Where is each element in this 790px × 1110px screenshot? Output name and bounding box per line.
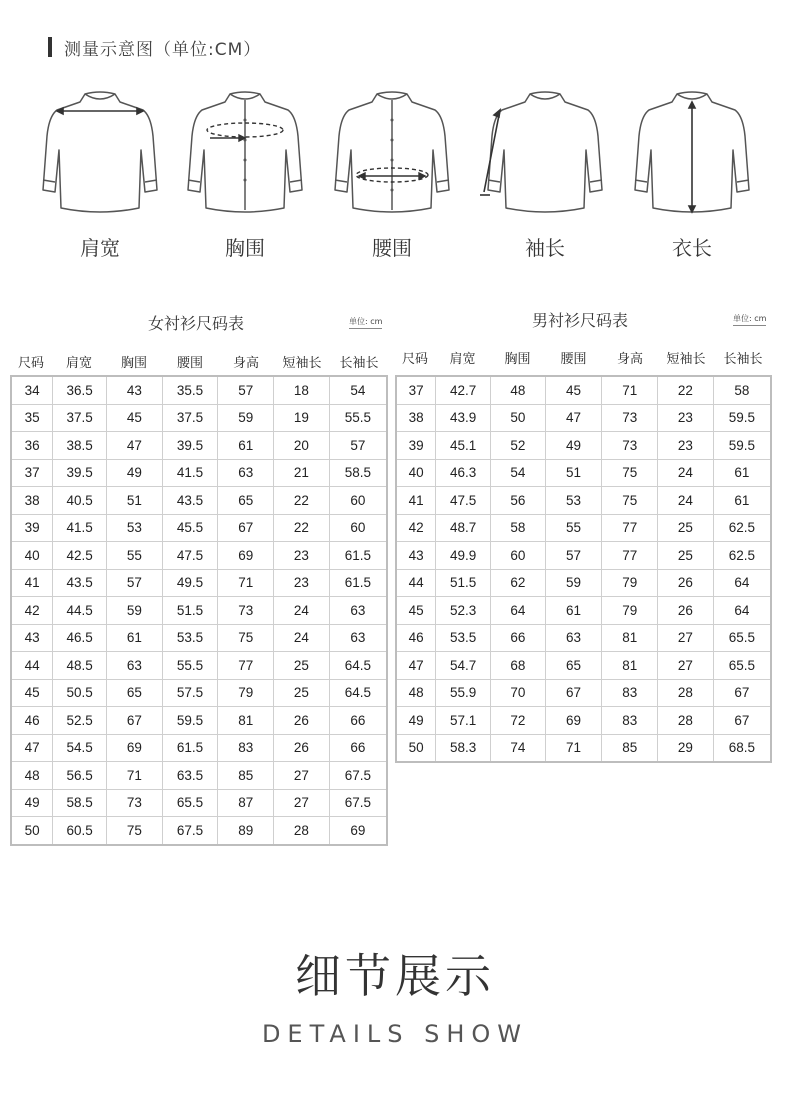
table-cell: 59.5 xyxy=(162,707,218,735)
table-cell: 63 xyxy=(218,459,274,487)
table-cell: 79 xyxy=(602,597,658,625)
table-cell: 51.5 xyxy=(436,569,491,597)
label-shoulder: 肩宽 xyxy=(80,236,120,260)
table-cell: 46.3 xyxy=(436,459,491,487)
table-cell: 57 xyxy=(107,569,163,597)
table-cell: 36 xyxy=(11,432,53,460)
table-cell: 19 xyxy=(274,404,330,432)
table-row xyxy=(11,376,387,404)
table-cell: 55.5 xyxy=(162,652,218,680)
table-cell: 54.7 xyxy=(436,652,491,680)
table-cell: 58.5 xyxy=(329,459,387,487)
table-cell: 73 xyxy=(218,597,274,625)
table-cell: 18 xyxy=(274,376,330,404)
measurement-length xyxy=(617,80,767,270)
table-cell: 42.7 xyxy=(436,376,491,404)
table-cell: 67 xyxy=(218,514,274,542)
table-cell: 24 xyxy=(274,597,330,625)
table-cell: 69 xyxy=(218,542,274,570)
table-cell: 59 xyxy=(545,569,602,597)
column-header: 短袖长 xyxy=(282,356,322,371)
table-row xyxy=(396,652,771,680)
table-cell: 65.5 xyxy=(713,624,771,652)
table-cell: 50.5 xyxy=(53,679,107,707)
table-cell: 75 xyxy=(218,624,274,652)
table-cell: 23 xyxy=(658,404,714,432)
table-cell: 65.5 xyxy=(713,652,771,680)
table-cell: 54.5 xyxy=(53,734,107,762)
shirt-sleeve-icon xyxy=(480,80,610,220)
table-cell: 62.5 xyxy=(713,542,771,570)
table-row xyxy=(396,487,771,515)
table-cell: 43.9 xyxy=(436,404,491,432)
table-cell: 75 xyxy=(602,487,658,515)
table-cell: 64.5 xyxy=(329,679,387,707)
table-cell: 67 xyxy=(713,707,771,735)
table-cell: 61.5 xyxy=(329,569,387,597)
table-cell: 48 xyxy=(396,679,436,707)
table-cell: 81 xyxy=(602,652,658,680)
table-cell: 41.5 xyxy=(53,514,107,542)
details-title-en: DETAILS SHOW xyxy=(261,1020,529,1048)
table-cell: 37 xyxy=(396,376,436,404)
table-cell: 58 xyxy=(491,514,546,542)
table-cell: 28 xyxy=(658,679,714,707)
table-cell: 49.9 xyxy=(436,542,491,570)
table-cell: 67 xyxy=(107,707,163,735)
table-cell: 89 xyxy=(218,817,274,845)
table-cell: 38 xyxy=(396,404,436,432)
table-cell: 59.5 xyxy=(713,404,771,432)
table-cell: 59 xyxy=(218,404,274,432)
table-cell: 55.5 xyxy=(329,404,387,432)
table-cell: 42 xyxy=(11,597,53,625)
table-cell: 25 xyxy=(658,542,714,570)
table-row xyxy=(396,707,771,735)
table-row xyxy=(11,624,387,652)
table-cell: 73 xyxy=(602,432,658,460)
table-cell: 39 xyxy=(11,514,53,542)
table-cell: 29 xyxy=(658,734,714,762)
women-size-table xyxy=(10,375,388,846)
table-cell: 69 xyxy=(107,734,163,762)
table-cell: 37.5 xyxy=(162,404,218,432)
table-cell: 40 xyxy=(396,459,436,487)
table-cell: 61 xyxy=(218,432,274,460)
table-cell: 45 xyxy=(107,404,163,432)
section-title: 测量示意图（单位:CM） xyxy=(64,39,262,60)
table-cell: 68.5 xyxy=(713,734,771,762)
men-column-headers xyxy=(395,348,772,367)
table-cell: 41 xyxy=(396,487,436,515)
table-row xyxy=(11,459,387,487)
table-cell: 73 xyxy=(107,789,163,817)
column-header: 身高 xyxy=(616,352,643,367)
table-cell: 65 xyxy=(545,652,602,680)
table-cell: 66 xyxy=(329,734,387,762)
table-cell: 58.3 xyxy=(436,734,491,762)
table-cell: 24 xyxy=(658,487,714,515)
details-title-cn: 细节展示 xyxy=(295,949,495,1003)
table-cell: 48 xyxy=(491,376,546,404)
table-cell: 66 xyxy=(329,707,387,735)
men-table-body xyxy=(396,376,771,762)
table-cell: 56 xyxy=(491,487,546,515)
table-cell: 68 xyxy=(491,652,546,680)
men-table-title: 男衬衫尺码表 xyxy=(532,311,629,330)
table-cell: 55 xyxy=(107,542,163,570)
table-cell: 25 xyxy=(274,652,330,680)
table-row xyxy=(11,404,387,432)
table-cell: 44 xyxy=(396,569,436,597)
table-cell: 46 xyxy=(396,624,436,652)
label-length: 衣长 xyxy=(672,236,712,260)
table-cell: 49 xyxy=(11,789,53,817)
table-cell: 44 xyxy=(11,652,53,680)
table-cell: 47 xyxy=(107,432,163,460)
table-cell: 63 xyxy=(545,624,602,652)
table-row xyxy=(396,597,771,625)
table-cell: 83 xyxy=(602,707,658,735)
table-cell: 50 xyxy=(396,734,436,762)
table-cell: 51 xyxy=(545,459,602,487)
table-cell: 43 xyxy=(396,542,436,570)
table-row xyxy=(11,707,387,735)
women-column-headers xyxy=(10,352,388,371)
table-cell: 23 xyxy=(658,432,714,460)
table-cell: 61.5 xyxy=(329,542,387,570)
table-cell: 61 xyxy=(107,624,163,652)
table-cell: 71 xyxy=(107,762,163,790)
table-row xyxy=(11,514,387,542)
table-row xyxy=(11,734,387,762)
table-cell: 59 xyxy=(107,597,163,625)
measurement-shoulder xyxy=(25,80,175,270)
table-cell: 71 xyxy=(545,734,602,762)
table-cell: 60 xyxy=(491,542,546,570)
table-cell: 45 xyxy=(11,679,53,707)
table-cell: 53.5 xyxy=(436,624,491,652)
table-cell: 67 xyxy=(713,679,771,707)
table-cell: 45 xyxy=(396,597,436,625)
table-row xyxy=(396,514,771,542)
table-cell: 35 xyxy=(11,404,53,432)
table-cell: 53 xyxy=(545,487,602,515)
table-cell: 44.5 xyxy=(53,597,107,625)
table-cell: 39.5 xyxy=(53,459,107,487)
shirt-chest-icon xyxy=(180,80,310,220)
table-cell: 51 xyxy=(107,487,163,515)
table-cell: 61 xyxy=(713,459,771,487)
table-cell: 79 xyxy=(602,569,658,597)
measurement-sleeve xyxy=(470,80,620,270)
table-cell: 67 xyxy=(545,679,602,707)
table-cell: 64 xyxy=(713,597,771,625)
table-cell: 57 xyxy=(329,432,387,460)
table-cell: 62.5 xyxy=(713,514,771,542)
table-cell: 66 xyxy=(491,624,546,652)
table-cell: 48.7 xyxy=(436,514,491,542)
table-cell: 25 xyxy=(658,514,714,542)
table-cell: 28 xyxy=(658,707,714,735)
table-cell: 65.5 xyxy=(162,789,218,817)
table-cell: 49.5 xyxy=(162,569,218,597)
table-cell: 64.5 xyxy=(329,652,387,680)
table-cell: 53 xyxy=(107,514,163,542)
header-accent-bar xyxy=(48,37,52,57)
table-cell: 45 xyxy=(545,376,602,404)
column-header: 尺码 xyxy=(17,356,44,371)
table-cell: 40 xyxy=(11,542,53,570)
table-cell: 27 xyxy=(658,652,714,680)
table-cell: 49 xyxy=(107,459,163,487)
table-cell: 43.5 xyxy=(162,487,218,515)
table-row xyxy=(396,376,771,404)
table-cell: 53.5 xyxy=(162,624,218,652)
table-cell: 47 xyxy=(396,652,436,680)
table-cell: 60 xyxy=(329,514,387,542)
table-cell: 71 xyxy=(602,376,658,404)
table-cell: 48.5 xyxy=(53,652,107,680)
column-header: 肩宽 xyxy=(449,352,476,367)
table-cell: 67.5 xyxy=(329,789,387,817)
table-cell: 41.5 xyxy=(162,459,218,487)
women-table-title: 女衬衫尺码表 xyxy=(148,314,245,333)
table-cell: 23 xyxy=(274,542,330,570)
shirt-shoulder-icon xyxy=(35,80,165,220)
column-header: 长袖长 xyxy=(723,352,763,367)
table-cell: 46.5 xyxy=(53,624,107,652)
table-cell: 60 xyxy=(329,487,387,515)
table-cell: 54 xyxy=(491,459,546,487)
men-unit-label: 单位: cm xyxy=(733,313,766,326)
table-cell: 58.5 xyxy=(53,789,107,817)
table-cell: 38 xyxy=(11,487,53,515)
table-row xyxy=(396,432,771,460)
table-cell: 49 xyxy=(396,707,436,735)
table-cell: 59.5 xyxy=(713,432,771,460)
table-cell: 57.5 xyxy=(162,679,218,707)
table-cell: 37.5 xyxy=(53,404,107,432)
table-cell: 75 xyxy=(107,817,163,845)
table-cell: 65 xyxy=(107,679,163,707)
table-cell: 26 xyxy=(274,734,330,762)
table-cell: 26 xyxy=(274,707,330,735)
table-cell: 63 xyxy=(329,597,387,625)
table-cell: 50 xyxy=(11,817,53,845)
table-row xyxy=(396,542,771,570)
table-row xyxy=(11,569,387,597)
table-cell: 40.5 xyxy=(53,487,107,515)
table-row xyxy=(396,404,771,432)
table-cell: 47.5 xyxy=(436,487,491,515)
table-cell: 73 xyxy=(602,404,658,432)
table-cell: 25 xyxy=(274,679,330,707)
table-cell: 45.1 xyxy=(436,432,491,460)
table-cell: 77 xyxy=(602,514,658,542)
table-cell: 69 xyxy=(545,707,602,735)
men-size-table xyxy=(395,375,772,763)
measurement-chest xyxy=(170,80,320,270)
table-cell: 58 xyxy=(713,376,771,404)
table-cell: 67.5 xyxy=(329,762,387,790)
table-cell: 71 xyxy=(218,569,274,597)
table-cell: 70 xyxy=(491,679,546,707)
table-cell: 38.5 xyxy=(53,432,107,460)
table-row xyxy=(396,734,771,762)
table-cell: 77 xyxy=(218,652,274,680)
section-header xyxy=(48,36,261,58)
table-cell: 60.5 xyxy=(53,817,107,845)
table-cell: 63.5 xyxy=(162,762,218,790)
table-row xyxy=(11,817,387,845)
column-header: 身高 xyxy=(232,356,259,371)
table-cell: 43 xyxy=(107,376,163,404)
women-table-body xyxy=(11,376,387,845)
table-cell: 61 xyxy=(545,597,602,625)
table-row xyxy=(396,624,771,652)
shirt-waist-icon xyxy=(327,80,457,220)
table-row xyxy=(11,762,387,790)
table-cell: 28 xyxy=(274,817,330,845)
table-cell: 56.5 xyxy=(53,762,107,790)
table-cell: 81 xyxy=(602,624,658,652)
table-cell: 75 xyxy=(602,459,658,487)
label-chest: 胸围 xyxy=(225,236,265,260)
table-cell: 54 xyxy=(329,376,387,404)
table-row xyxy=(11,542,387,570)
table-cell: 27 xyxy=(658,624,714,652)
table-cell: 55.9 xyxy=(436,679,491,707)
table-cell: 22 xyxy=(658,376,714,404)
table-cell: 26 xyxy=(658,569,714,597)
table-row xyxy=(396,569,771,597)
table-cell: 83 xyxy=(218,734,274,762)
table-cell: 35.5 xyxy=(162,376,218,404)
table-cell: 52.5 xyxy=(53,707,107,735)
table-cell: 36.5 xyxy=(53,376,107,404)
table-cell: 63 xyxy=(107,652,163,680)
table-cell: 72 xyxy=(491,707,546,735)
column-header: 腰围 xyxy=(176,356,203,371)
column-header: 腰围 xyxy=(560,352,587,367)
table-cell: 47 xyxy=(545,404,602,432)
table-cell: 57 xyxy=(218,376,274,404)
table-cell: 57.1 xyxy=(436,707,491,735)
table-cell: 39.5 xyxy=(162,432,218,460)
table-cell: 67.5 xyxy=(162,817,218,845)
table-row xyxy=(11,679,387,707)
table-cell: 45.5 xyxy=(162,514,218,542)
table-cell: 42.5 xyxy=(53,542,107,570)
table-cell: 39 xyxy=(396,432,436,460)
column-header: 胸围 xyxy=(504,352,531,367)
table-cell: 61 xyxy=(713,487,771,515)
table-cell: 64 xyxy=(491,597,546,625)
table-cell: 63 xyxy=(329,624,387,652)
column-header: 肩宽 xyxy=(65,356,92,371)
table-row xyxy=(396,459,771,487)
table-row xyxy=(11,652,387,680)
table-cell: 52.3 xyxy=(436,597,491,625)
table-cell: 43 xyxy=(11,624,53,652)
column-header: 尺码 xyxy=(401,352,428,367)
table-row xyxy=(11,432,387,460)
table-cell: 57 xyxy=(545,542,602,570)
table-cell: 55 xyxy=(545,514,602,542)
table-cell: 50 xyxy=(491,404,546,432)
table-cell: 65 xyxy=(218,487,274,515)
table-cell: 62 xyxy=(491,569,546,597)
table-row xyxy=(11,487,387,515)
table-cell: 34 xyxy=(11,376,53,404)
table-cell: 37 xyxy=(11,459,53,487)
table-cell: 41 xyxy=(11,569,53,597)
table-cell: 22 xyxy=(274,487,330,515)
measurement-waist xyxy=(317,80,467,270)
table-cell: 27 xyxy=(274,789,330,817)
table-cell: 81 xyxy=(218,707,274,735)
table-cell: 23 xyxy=(274,569,330,597)
table-cell: 87 xyxy=(218,789,274,817)
table-cell: 61.5 xyxy=(162,734,218,762)
measurement-illustrations xyxy=(20,80,770,280)
table-cell: 20 xyxy=(274,432,330,460)
table-cell: 24 xyxy=(274,624,330,652)
table-cell: 77 xyxy=(602,542,658,570)
column-header: 短袖长 xyxy=(666,352,706,367)
table-cell: 22 xyxy=(274,514,330,542)
table-cell: 26 xyxy=(658,597,714,625)
table-cell: 24 xyxy=(658,459,714,487)
table-cell: 64 xyxy=(713,569,771,597)
table-cell: 69 xyxy=(329,817,387,845)
table-cell: 46 xyxy=(11,707,53,735)
table-cell: 42 xyxy=(396,514,436,542)
table-cell: 21 xyxy=(274,459,330,487)
column-header: 胸围 xyxy=(120,356,147,371)
table-cell: 52 xyxy=(491,432,546,460)
women-unit-label: 单位: cm xyxy=(349,316,382,329)
table-cell: 49 xyxy=(545,432,602,460)
table-cell: 48 xyxy=(11,762,53,790)
table-cell: 27 xyxy=(274,762,330,790)
table-cell: 79 xyxy=(218,679,274,707)
table-cell: 74 xyxy=(491,734,546,762)
table-cell: 47 xyxy=(11,734,53,762)
table-row xyxy=(396,679,771,707)
column-header: 长袖长 xyxy=(339,356,379,371)
table-row xyxy=(11,597,387,625)
label-waist: 腰围 xyxy=(372,236,412,260)
table-row xyxy=(11,789,387,817)
shirt-length-icon xyxy=(627,80,757,220)
table-cell: 47.5 xyxy=(162,542,218,570)
table-cell: 43.5 xyxy=(53,569,107,597)
table-cell: 85 xyxy=(218,762,274,790)
table-cell: 85 xyxy=(602,734,658,762)
table-cell: 83 xyxy=(602,679,658,707)
table-cell: 51.5 xyxy=(162,597,218,625)
label-sleeve: 袖长 xyxy=(525,236,565,260)
